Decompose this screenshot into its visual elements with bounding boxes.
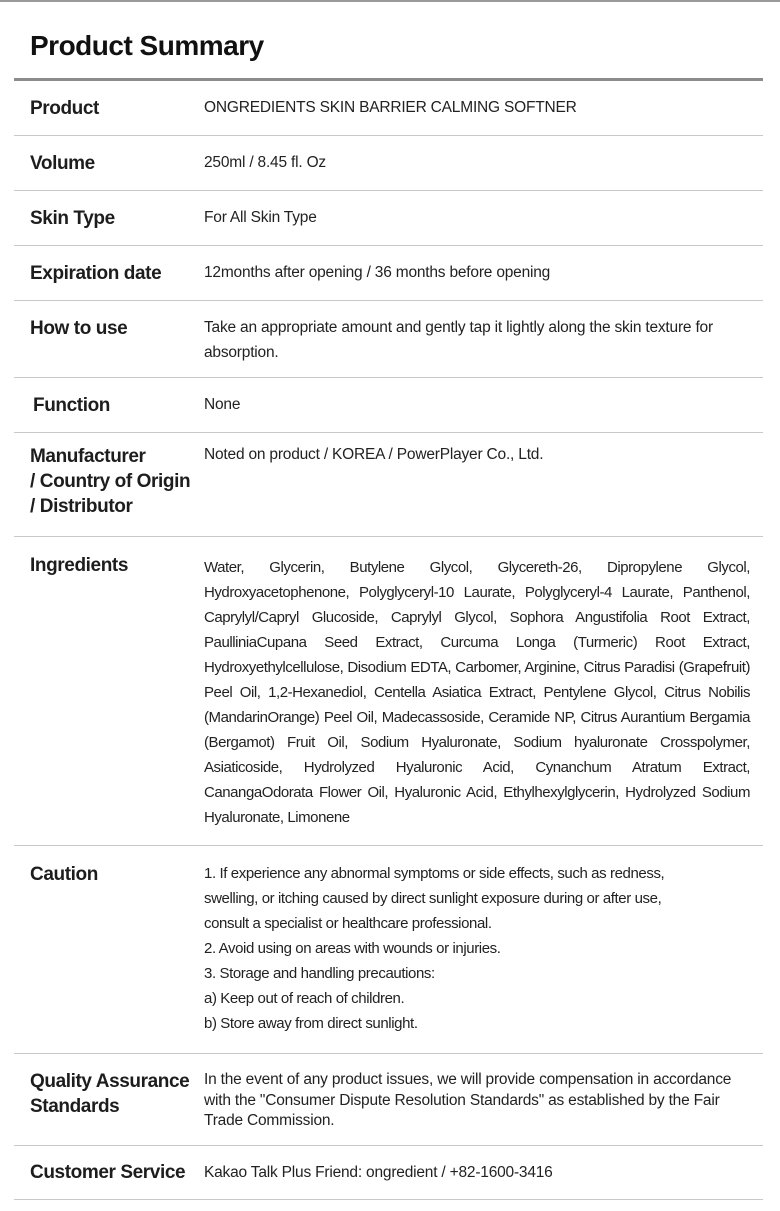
page-title: Product Summary [30,30,264,61]
title-divider [14,78,763,81]
ingredients-value: Water, Glycerin, Butylene Glycol, Glycereth-26, Dipropylene Glycol, Hydroxyacetophenone, Polyglyceryl-10 Laurate, Polyglyceryl-4 Laurate, Panthenol, Caprylyl/Capryl Glucoside, Caprylyl Glycol, Sophora Angustifolia Root Extract, PaulliniaCupana Seed Extract, Curcuma Longa (Turmeric) Root Extract, Hydroxyethylcellulose, Disodium EDTA, Carbomer, Arginine, Citrus Paradisi (Grapefruit) Peel Oil, 1,2-Hexanediol, Centella Asiatica Extract, Pentylene Glycol, Citrus Nobilis (MandarinOrange) Peel Oil, Madecassoside, Ceramide NP, Citrus Aurantium Bergamia (Bergamot) Fruit Oil, Sodium Hyaluronate, Sodium hyaluronate Crosspolymer, Asiaticoside, Hydrolyzed Hyaluronic Acid, Cynanchum Atratum Extract, CanangaOdorata Flower Oil, Hyaluronic Acid, Ethylhexylglycerin, Hydrolyzed Sodium Hyaluronate, Limonene [204,559,750,826]
product-label: Product [30,98,99,119]
function-label: Function [33,395,111,416]
row-divider [14,1199,763,1200]
expiration-value: 12months after opening / 36 months before opening [204,264,551,281]
caution-value: 1. If experience any abnormal symptoms or side effects, such as redness, swelling, or itching caused by direct sunlight exposure during or after use, consult a specialist or healthcare professional. 2. Avoid using on areas with wounds or injuries. 3. Storage and handling precautions: a) Keep out of reach of children. b) Store away from direct sunlight. [204,865,665,1032]
customer-service-value: Kakao Talk Plus Friend: ongredient / +82-1600-3416 [204,1164,553,1181]
how-to-use-label: How to use [30,318,128,339]
row-divider [14,1145,763,1146]
ingredients-label: Ingredients [30,555,129,576]
volume-label: Volume [30,153,95,174]
row-divider [14,135,763,136]
row-divider [14,300,763,301]
manufacturer-label: Manufacturer / Country of Origin / Distributor [30,446,191,517]
product-value: ONGREDIENTS SKIN BARRIER CALMING SOFTNER [204,99,577,116]
manufacturer-value: Noted on product / KOREA / PowerPlayer Co., Ltd. [204,446,544,463]
row-divider [14,536,763,537]
function-value: None [204,396,241,413]
top-border [0,0,780,2]
how-to-use-value: Take an appropriate amount and gently tap it lightly along the skin texture for absorption. [204,319,713,361]
skin-type-value: For All Skin Type [204,209,317,226]
row-divider [14,377,763,378]
row-divider [14,845,763,846]
caution-label: Caution [30,864,98,885]
row-divider [14,432,763,433]
quality-assurance-label: Quality Assurance Standards [30,1071,190,1117]
expiration-label: Expiration date [30,263,162,284]
row-divider [14,190,763,191]
row-divider [14,1053,763,1054]
volume-value: 250ml / 8.45 fl. Oz [204,154,326,171]
row-divider [14,245,763,246]
customer-service-label: Customer Service [30,1162,186,1183]
skin-type-label: Skin Type [30,208,115,229]
quality-assurance-value: In the event of any product issues, we will provide compensation in accordance with the "Consumer Dispute Resolution Standards" as established by the Fair Trade Commission. [204,1071,732,1129]
